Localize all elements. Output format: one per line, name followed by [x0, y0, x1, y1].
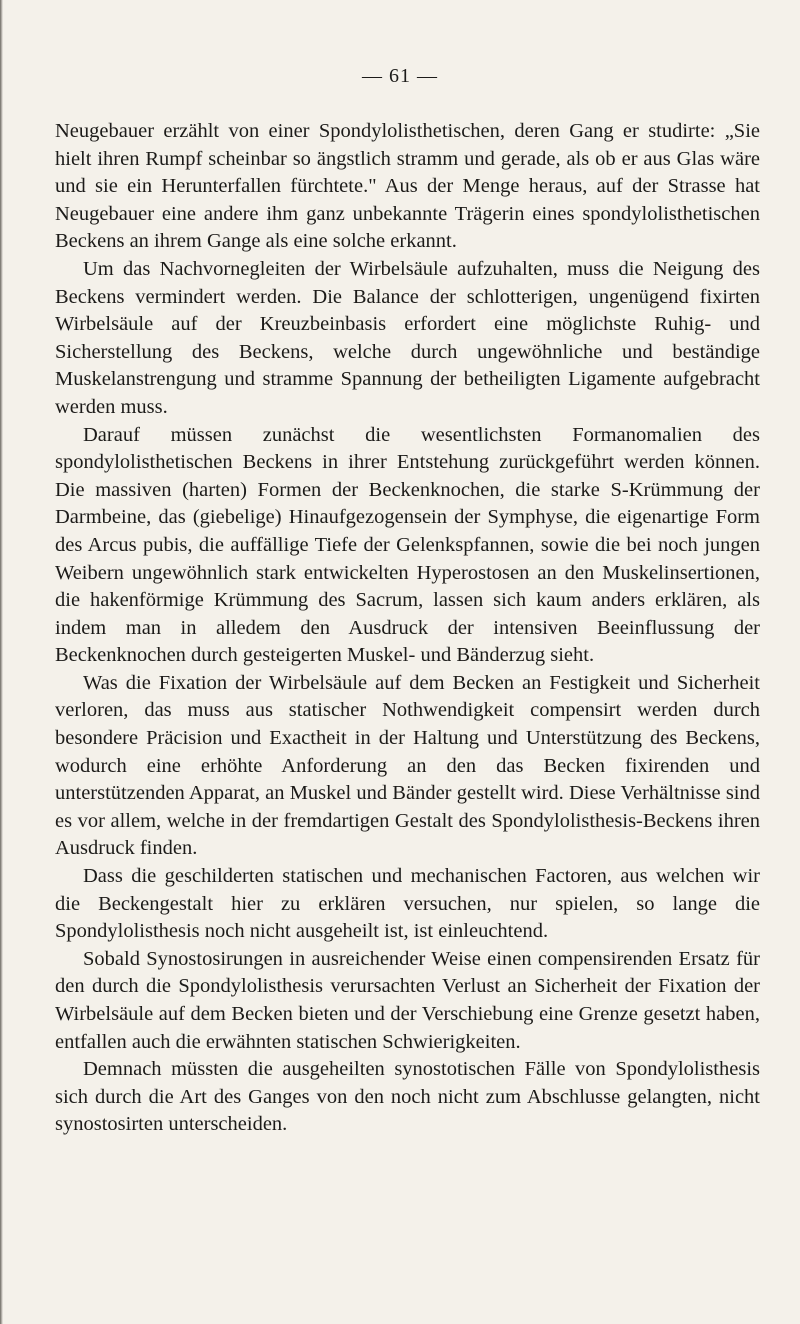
paragraph-4: Was die Fixation der Wirbelsäule auf dem Becken an Festigkeit und Sicherheit verloren, das muss aus statischer Nothwendigkeit compensirt werden durch besondere Präcision und Exactheit in der Haltung und Unterstützung des Beckens, wodurch eine erhöhte Anforderung an den das Becken fixirenden und unterstützenden Apparat, an Muskel und Bänder gestellt wird. Diese Verhältnisse sind es vor allem, welche in der fremdartigen Gestalt des Spondylolisthesis-Beckens ihren Ausdruck finden.: [55, 671, 760, 860]
paragraph-5: Dass die geschilderten statischen und mechanischen Factoren, aus welchen wir die Beckengestalt hier zu erklären versuchen, nur spielen, so lange die Spondylolisthesis noch nicht ausgeheilt ist, ist einleuchtend.: [55, 865, 760, 943]
paragraph-6: Sobald Synostosirungen in ausreichender Weise einen compensirenden Ersatz für den durch die Spondylolisthesis verursachten Verlust an Sicherheit der Fixation der Wirbelsäule auf dem Becken bieten und der Verschiebung eine Grenze gesetzt haben, entfallen auch die erwähnten statischen Schwierigkeiten.: [55, 947, 760, 1053]
paragraph-2: Um das Nachvornegleiten der Wirbelsäule aufzuhalten, muss die Neigung des Beckens vermindert werden. Die Balance der schlotterigen, ungenügend fixirten Wirbelsäule auf der Kreuzbeinbasis erfordert eine möglichste Ruhig- und Sicherstellung des Beckens, welche durch ungewöhnliche und beständige Muskelanstrengung und stramme Spannung der betheiligten Ligamente aufgebracht werden muss.: [55, 257, 760, 418]
scan-edge-shadow: [0, 0, 3, 1324]
paragraph-3: Darauf müssen zunächst die wesentlichsten Formanomalien des spondylolisthetischen Beckens in ihrer Entstehung zurückgeführt werden können. Die massiven (harten) Formen der Beckenknochen, die starke S-Krümmung der Darmbeine, das (giebelige) Hinaufgezogensein der Symphyse, die eigenartige Form des Arcus pubis, die auffällige Tiefe der Gelenkspfannen, sowie die bei noch jungen Weibern ungewöhnlich stark entwickelten Hyperostosen an den Muskelinsertionen, die hakenförmige Krümmung des Sacrum, lassen sich kaum anders erklären, als indem man in alledem den Ausdruck der intensiven Beeinflussung der Beckenknochen durch gesteigerten Muskel- und Bänderzug sieht.: [55, 423, 760, 667]
body-text: [55, 118, 760, 1139]
paragraph-1: Neugebauer erzählt von einer Spondylolisthetischen, deren Gang er studirte: „Sie hielt ihren Rumpf scheinbar so ängstlich stramm und gerade, als ob er aus Glas wäre und sie ein Herunterfallen fürchtete." Aus der Menge heraus, auf der Strasse hat Neugebauer eine andere ihm ganz unbekannte Trägerin eines spondylolisthetischen Beckens an ihrem Gange als eine solche erkannt.: [55, 120, 760, 253]
page-number: — 61 —: [362, 65, 438, 87]
paragraph-7: Demnach müssten die ausgeheilten synostotischen Fälle von Spondylolisthesis sich durch die Art des Ganges von den noch nicht zum Abschlusse gelangten, nicht synostosirten unterscheiden.: [55, 1058, 760, 1136]
